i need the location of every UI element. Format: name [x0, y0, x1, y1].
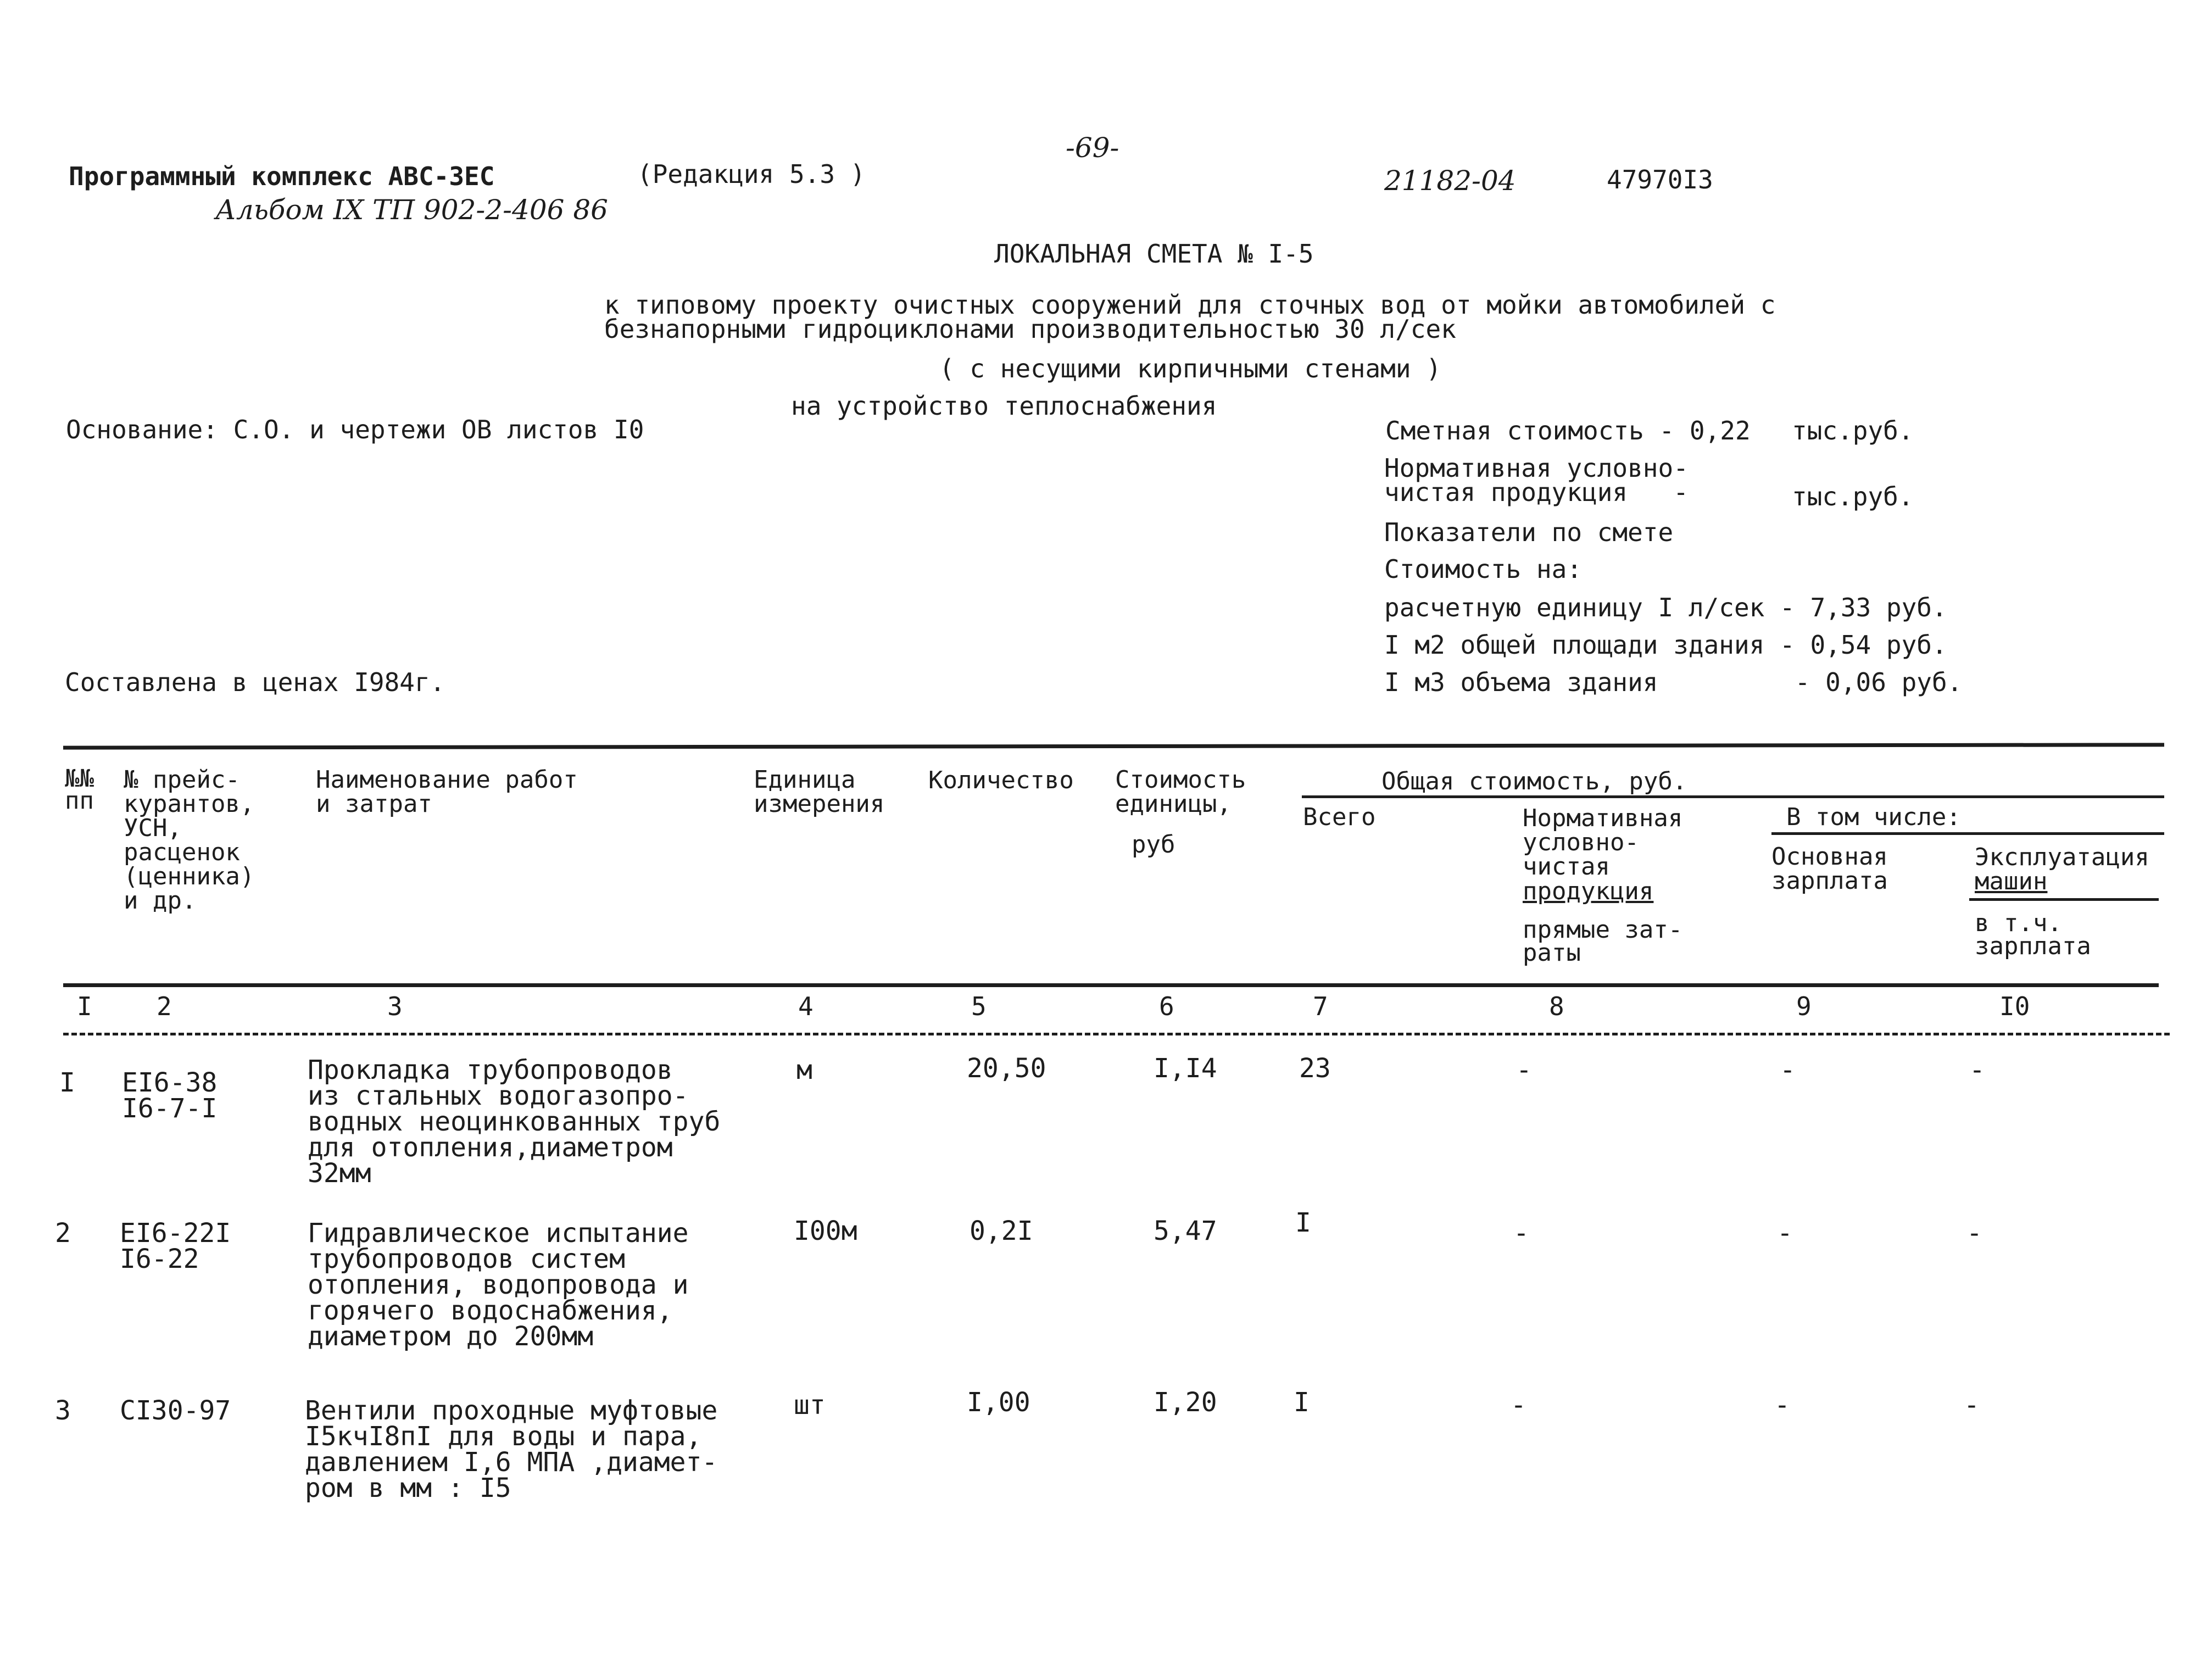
row-quantity: 0,2I [970, 1216, 1033, 1246]
row-unit-cost: I,20 [1154, 1387, 1217, 1418]
total-group-rule [1302, 795, 2164, 798]
col-number: 8 [1549, 992, 1564, 1021]
col-work-name: Наименование работ и затрат [316, 766, 578, 818]
row-salary: - [1777, 1218, 1793, 1249]
col-number: 9 [1796, 992, 1812, 1021]
row-code: CI30-97 [120, 1395, 231, 1426]
edition-label: (Редакция 5.3 ) [637, 159, 866, 189]
estimated-cost: Сметная стоимость - 0,22 [1385, 416, 1751, 445]
col-machines-salary: в т.ч. зарплата [1975, 909, 2091, 960]
estimate-subject: к типовому проекту очистных сооружений для сточных вод от мойки автомобилей с безнапорными гидроциклонами производительностью 30 л/сек [604, 290, 1776, 344]
row-unit: м [796, 1055, 812, 1085]
basis-text: Основание: С.О. и чертежи ОВ листов I0 [66, 415, 644, 444]
col-number: 6 [1159, 992, 1174, 1021]
header-bottom-rule [63, 983, 2159, 987]
cost-per-m3: I м3 объема здания - 0,06 руб. [1384, 667, 1963, 697]
col-total-group: Общая стоимость, руб. [1381, 767, 1687, 795]
row-quantity: 20,50 [967, 1053, 1046, 1084]
normative-product-unit: тыс.руб. [1792, 482, 1914, 511]
col-normative-product: продукция [1523, 877, 1654, 905]
cost-per-m2: I м2 общей площади здания - 0,54 руб. [1384, 630, 1947, 660]
col-normative: Нормативная условно- чистая [1523, 804, 1683, 881]
col-unit: Единица измерения [754, 766, 885, 818]
row-number: 2 [55, 1218, 71, 1249]
row-number: 3 [55, 1395, 71, 1426]
code-handwritten: 21182-04 [1384, 165, 1516, 197]
row-machines: - [1964, 1390, 1980, 1421]
estimated-cost-unit: тыс.руб. [1792, 416, 1914, 445]
estimate-title: ЛОКАЛЬНАЯ СМЕТА № I-5 [994, 239, 1314, 269]
col-quantity: Количество [928, 766, 1074, 794]
estimate-note: ( с несущими кирпичными стенами ) [939, 354, 1441, 383]
normative-product: Нормативная условно- чистая продукция - [1384, 453, 1689, 507]
numbers-dashed-rule [63, 1033, 2170, 1035]
row-number: I [59, 1067, 75, 1098]
row-machines: - [1969, 1055, 1985, 1085]
row-salary: - [1780, 1055, 1796, 1085]
col-unit-cost: Стоимость единицы, [1115, 766, 1246, 818]
row-unit-cost: 5,47 [1154, 1216, 1217, 1246]
machines-rule [1969, 898, 2159, 901]
incl-group-rule [1771, 832, 2164, 835]
page-number: -69- [1066, 132, 1119, 164]
row-work-name: Гидравлическое испытание трубопроводов систем отопления, водопровода и горячего водоснабжения, диаметром до 200мм [308, 1218, 689, 1352]
row-total: I [1294, 1387, 1310, 1418]
estimate-purpose: на устройство теплоснабжения [791, 391, 1217, 421]
program-name: Программный комплекс АВС-ЗЕС [69, 161, 495, 191]
indicators-label: Показатели по смете [1384, 517, 1674, 547]
col-number: 2 [157, 992, 172, 1021]
col-machines: Эксплуатация [1975, 843, 2149, 871]
cost-per-unit: расчетную единицу I л/сек - 7,33 руб. [1384, 593, 1947, 622]
row-unit-cost: I,I4 [1154, 1053, 1217, 1084]
col-total: Всего [1303, 803, 1376, 831]
row-code: EI6-38 I6-7-I [122, 1067, 218, 1124]
col-including: В том числе: [1786, 803, 1961, 831]
row-normative: - [1516, 1055, 1532, 1085]
col-number: I [77, 992, 92, 1021]
col-number: 7 [1313, 992, 1328, 1021]
code-number: 47970I3 [1607, 165, 1713, 194]
col-number: 3 [387, 992, 403, 1021]
row-total: 23 [1299, 1053, 1331, 1084]
prices-text: Составлена в ценах I984г. [65, 667, 445, 697]
row-salary: - [1774, 1390, 1790, 1421]
col-number: 4 [798, 992, 814, 1021]
col-number: 5 [971, 992, 987, 1021]
col-machines-under: машин [1975, 867, 2048, 895]
table-top-rule [63, 743, 2164, 749]
row-normative: - [1513, 1218, 1529, 1249]
album-handwritten: Альбом IX ТП 902-2-406 86 [215, 194, 608, 226]
row-work-name: Прокладка трубопроводов из стальных водогазопро- водных неоцинкованных труб для отопления,диаметром 32мм [308, 1055, 721, 1189]
row-unit: шт [794, 1390, 826, 1421]
row-unit: I00м [794, 1216, 857, 1246]
row-normative: - [1511, 1390, 1526, 1421]
col-number: I0 [1999, 992, 2030, 1021]
row-work-name: Вентили проходные муфтовые I5кчI8пI для воды и пара, давлением I,6 МПА ,диамет- ром в мм : I5 [305, 1395, 718, 1503]
row-quantity: I,00 [967, 1387, 1030, 1418]
col-direct-costs: прямые зат- раты [1523, 916, 1683, 967]
cost-for-label: Стоимость на: [1384, 554, 1583, 584]
row-code: EI6-22I I6-22 [120, 1218, 231, 1274]
col-base-salary: Основная зарплата [1771, 843, 1888, 895]
row-machines: - [1966, 1218, 1982, 1249]
col-pricelist: № прейс- курантов, УСН, расценок (ценника) и др. [124, 766, 255, 915]
col-row-number: №№ пп [65, 765, 94, 815]
col-unit-cost-currency: руб [1132, 831, 1175, 859]
row-total: I [1295, 1207, 1311, 1238]
